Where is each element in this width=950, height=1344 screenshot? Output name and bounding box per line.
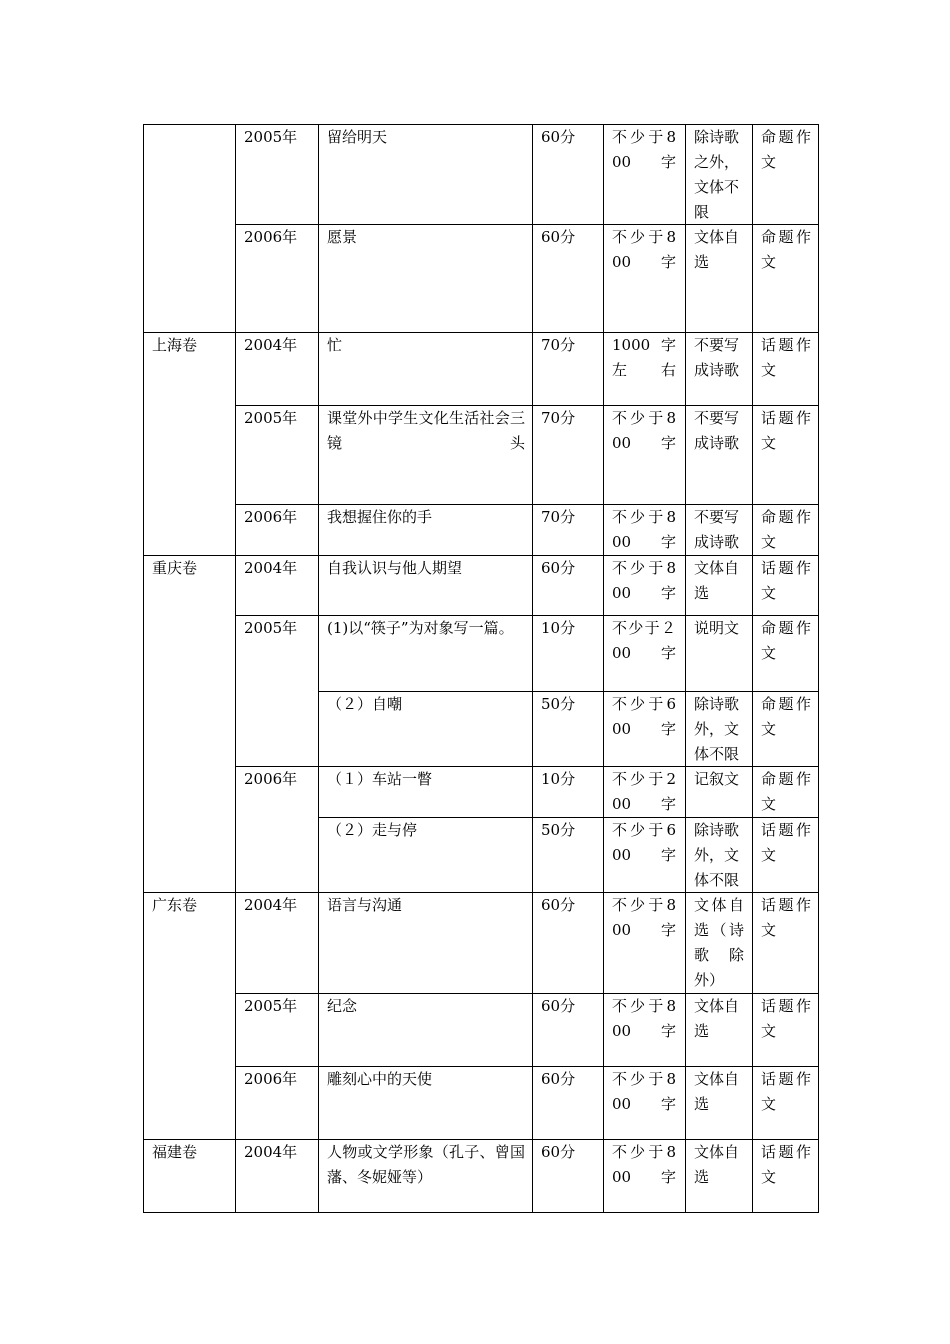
- type-cell: 命题作文: [761, 508, 811, 551]
- title-cell: （１）车站一瞥: [327, 770, 433, 788]
- table-border: [603, 124, 604, 1213]
- genre-cell: 文体自选: [694, 228, 740, 271]
- title-cell: （２）走与停: [327, 821, 418, 839]
- title-cell: 自我认识与他人期望: [327, 559, 463, 577]
- score-cell: 10分: [541, 619, 576, 637]
- score-cell: 70分: [541, 336, 576, 354]
- type-cell: 话题作文: [761, 336, 811, 379]
- title-cell: 留给明天: [327, 128, 388, 146]
- genre-cell: 文体自选: [694, 559, 740, 602]
- table-border: [818, 124, 819, 1213]
- genre-cell: 文体自选: [694, 997, 740, 1040]
- length-cell: 不少于800字: [612, 128, 676, 171]
- type-cell: 命题作文: [761, 128, 811, 171]
- table-border: [143, 1212, 819, 1213]
- length-cell: 不少于800字: [612, 1143, 676, 1186]
- year-cell: 2004年: [244, 896, 298, 914]
- table-border: [235, 124, 236, 1213]
- type-cell: 命题作文: [761, 770, 811, 813]
- length-cell: 不少于800字: [612, 409, 676, 452]
- type-cell: 命题作文: [761, 619, 811, 662]
- length-cell: 不少于600字: [612, 821, 676, 864]
- genre-cell: 除诗歌外，文体不限: [694, 821, 740, 889]
- genre-cell: 除诗歌外，文体不限: [694, 695, 740, 763]
- region-cell: 上海卷: [152, 336, 198, 354]
- length-cell: 不少于800字: [612, 1070, 676, 1113]
- length-cell: 不少于800字: [612, 559, 676, 602]
- title-cell: 语言与沟通: [327, 896, 403, 914]
- genre-cell: 文体自选: [694, 1143, 740, 1186]
- year-cell: 2005年: [244, 619, 298, 637]
- table-border: [532, 124, 533, 1213]
- table-border: [318, 124, 319, 1213]
- genre-cell: 记叙文: [694, 770, 740, 788]
- length-cell: 1000字左右: [612, 336, 676, 379]
- score-cell: 50分: [541, 695, 576, 713]
- genre-cell: 不要写成诗歌: [694, 336, 740, 379]
- genre-cell: 文体自选: [694, 1070, 740, 1113]
- type-cell: 话题作文: [761, 821, 811, 864]
- score-cell: 60分: [541, 1070, 576, 1088]
- score-cell: 10分: [541, 770, 576, 788]
- title-cell: (1)以“筷子”为对象写一篇。: [327, 619, 514, 637]
- score-cell: 50分: [541, 821, 576, 839]
- year-cell: 2006年: [244, 1070, 298, 1088]
- year-cell: 2006年: [244, 228, 298, 246]
- genre-cell: 说明文: [694, 619, 740, 637]
- genre-cell: 不要写成诗歌: [694, 508, 740, 551]
- title-cell: 课堂外中学生文化生活社会三镜头: [327, 409, 525, 452]
- genre-cell: 文体自选（诗歌除外）: [694, 896, 744, 989]
- genre-cell: 不要写成诗歌: [694, 409, 740, 452]
- length-cell: 不少于800字: [612, 896, 676, 939]
- length-cell: 不少于800字: [612, 997, 676, 1040]
- region-cell: 福建卷: [152, 1143, 198, 1161]
- table-border: [752, 124, 753, 1213]
- length-cell: 不少于600字: [612, 695, 676, 738]
- score-cell: 60分: [541, 228, 576, 246]
- type-cell: 命题作文: [761, 228, 811, 271]
- region-cell: 广东卷: [152, 896, 198, 914]
- type-cell: 命题作文: [761, 695, 811, 738]
- score-cell: 60分: [541, 997, 576, 1015]
- length-cell: 不少于２00字: [612, 619, 676, 662]
- title-cell: 愿景: [327, 228, 358, 246]
- year-cell: 2004年: [244, 559, 298, 577]
- title-cell: （２）自嘲: [327, 695, 403, 713]
- length-cell: 不少于800字: [612, 508, 676, 551]
- length-cell: 不少于800字: [612, 228, 676, 271]
- score-cell: 60分: [541, 1143, 576, 1161]
- title-cell: 纪念: [327, 997, 358, 1015]
- type-cell: 话题作文: [761, 896, 811, 939]
- year-cell: 2006年: [244, 770, 298, 788]
- table-border: [143, 124, 144, 1213]
- score-cell: 60分: [541, 896, 576, 914]
- title-cell: 忙: [327, 336, 343, 354]
- type-cell: 话题作文: [761, 1143, 811, 1186]
- year-cell: 2006年: [244, 508, 298, 526]
- score-cell: 60分: [541, 128, 576, 146]
- title-cell: 雕刻心中的天使: [327, 1070, 433, 1088]
- year-cell: 2005年: [244, 997, 298, 1015]
- year-cell: 2005年: [244, 409, 298, 427]
- type-cell: 话题作文: [761, 997, 811, 1040]
- year-cell: 2004年: [244, 1143, 298, 1161]
- type-cell: 话题作文: [761, 409, 811, 452]
- length-cell: 不少于200字: [612, 770, 676, 813]
- score-cell: 70分: [541, 508, 576, 526]
- title-cell: 人物或文学形象（孔子、曾国藩、冬妮娅等）: [327, 1143, 525, 1186]
- score-cell: 70分: [541, 409, 576, 427]
- table-border: [685, 124, 686, 1213]
- score-cell: 60分: [541, 559, 576, 577]
- title-cell: 我想握住你的手: [327, 508, 433, 526]
- year-cell: 2004年: [244, 336, 298, 354]
- year-cell: 2005年: [244, 128, 298, 146]
- type-cell: 话题作文: [761, 1070, 811, 1113]
- type-cell: 话题作文: [761, 559, 811, 602]
- region-cell: 重庆卷: [152, 559, 198, 577]
- genre-cell: 除诗歌之外，文体不限: [694, 128, 740, 221]
